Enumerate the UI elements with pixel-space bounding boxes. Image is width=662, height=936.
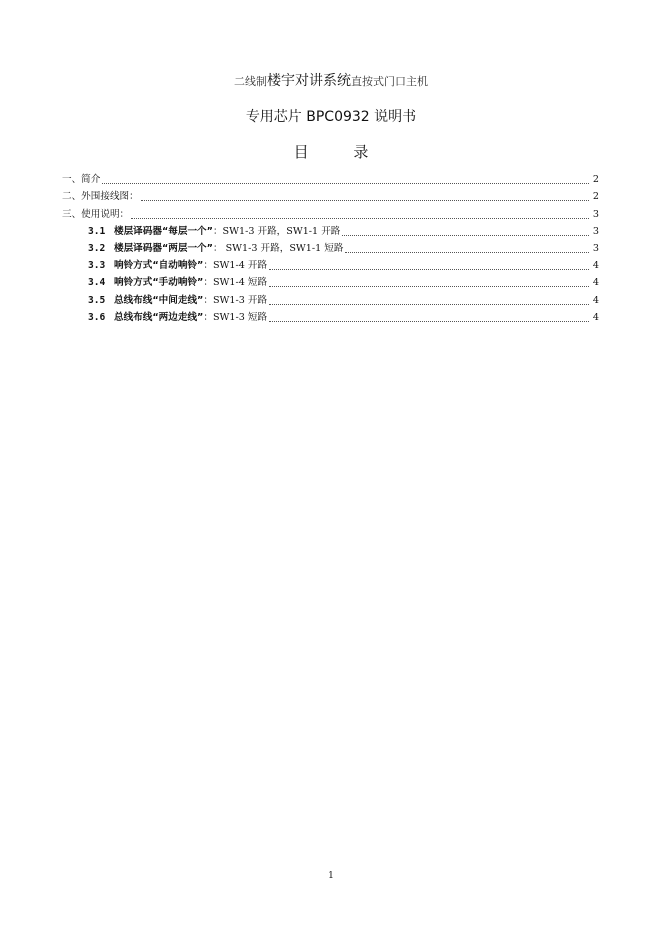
toc-leader [269, 285, 589, 287]
toc-heading: 目 录 [293, 143, 389, 161]
toc-entry[interactable] [62, 186, 599, 203]
toc-subentry-detail: ：SW1-4 开路 [203, 260, 268, 272]
toc-subentry-title: 楼层译码器“两层一个” [114, 242, 213, 254]
toc-subentry[interactable] [62, 289, 599, 306]
toc-subentry-detail: ：SW1-3 开路 [203, 294, 268, 306]
toc-page-number: 3 [592, 225, 599, 237]
title-main: 楼宇对讲系统 [267, 73, 351, 89]
toc-leader [131, 217, 589, 219]
toc-leader [269, 320, 589, 322]
toc-subentry-title: 响铃方式“自动响铃” [114, 260, 204, 272]
toc-subentry-number: 3.2 [88, 242, 106, 254]
toc-subentry-title: 楼层译码器“每层一个” [114, 225, 213, 237]
toc-subentry-detail: ： SW1-3 开路，SW1-1 短路 [212, 242, 344, 254]
toc-subentry-number: 3.6 [88, 311, 106, 323]
toc-subentry-number: 3.3 [88, 260, 106, 272]
toc-subentry-title: 总线布线“中间走线” [114, 294, 204, 306]
toc-subentry-detail: ：SW1-3 短路 [203, 311, 268, 323]
page-number-footer: 1 [328, 871, 334, 881]
toc-subentry[interactable] [62, 307, 599, 324]
toc-entry-text: 三、使用说明： [62, 208, 130, 220]
title-suffix: 直按式门口主机 [351, 75, 428, 88]
toc-entry[interactable] [62, 203, 599, 220]
table-of-contents [62, 169, 599, 324]
toc-page-number: 3 [592, 242, 599, 254]
toc-subentry[interactable] [62, 272, 599, 289]
toc-leader [342, 234, 589, 236]
toc-leader [269, 303, 589, 305]
toc-page-number: 2 [592, 174, 599, 186]
title-prefix: 二线制 [234, 75, 267, 88]
toc-subentry-detail: ：SW1-4 短路 [203, 277, 268, 289]
toc-subentry[interactable] [62, 238, 599, 255]
document-title [0, 70, 662, 90]
toc-subentry-title: 总线布线“两边走线” [114, 311, 204, 323]
toc-page-number: 4 [592, 294, 599, 306]
toc-page-number: 3 [592, 208, 599, 220]
toc-leader [102, 182, 589, 184]
toc-page-number: 4 [592, 311, 599, 323]
toc-leader [269, 268, 589, 270]
toc-entry[interactable] [62, 169, 599, 186]
toc-leader [345, 251, 589, 253]
toc-subentry-number: 3.4 [88, 277, 106, 289]
toc-subentry[interactable] [62, 255, 599, 272]
toc-subentry-number: 3.1 [88, 225, 106, 237]
toc-leader [141, 199, 589, 201]
toc-subentry-detail: ：SW1-3 开路，SW1-1 开路 [212, 225, 341, 237]
toc-subentry-number: 3.5 [88, 294, 106, 306]
toc-page-number: 2 [592, 191, 599, 203]
toc-entry-text: 二、外围接线图： [62, 191, 139, 203]
toc-entry-text: 一、简介 [62, 174, 101, 186]
toc-subentry-title: 响铃方式“手动响铃” [114, 277, 204, 289]
toc-subentry[interactable] [62, 221, 599, 238]
toc-page-number: 4 [592, 277, 599, 289]
toc-page-number: 4 [592, 260, 599, 272]
document-subtitle: 专用芯片 BPC0932 说明书 [245, 109, 417, 125]
